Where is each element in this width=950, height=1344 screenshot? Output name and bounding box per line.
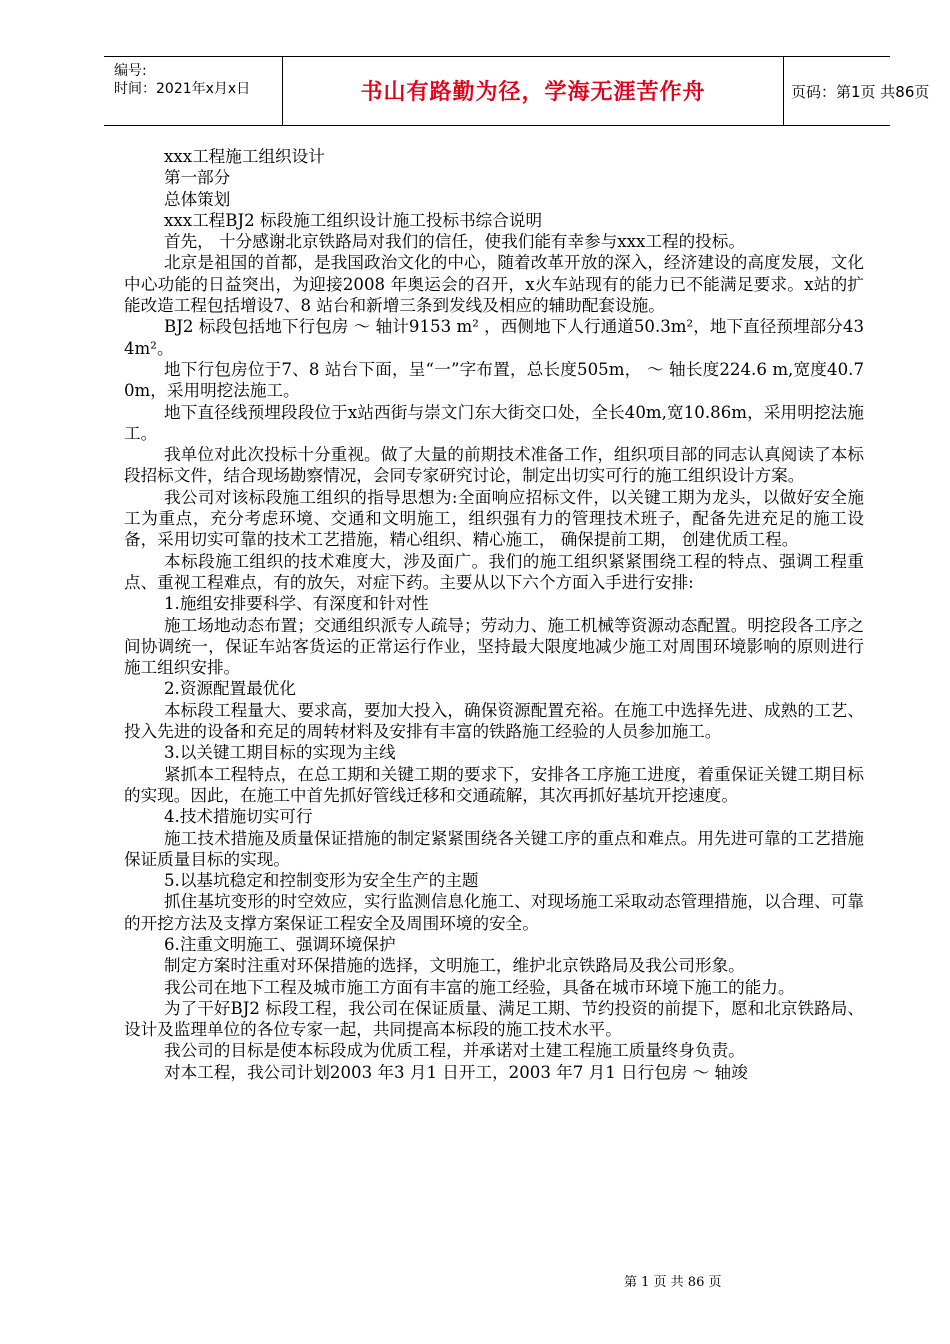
- paragraph: BJ2 标段包括地下行包房 ～ 轴计9153 m² ，西侧地下人行通道50.3m²，地下直径预埋部分434m²。: [124, 317, 864, 358]
- paragraph: 首先， 十分感谢北京铁路局对我们的信任，使我们能有幸参与xxx工程的投标。: [164, 232, 745, 252]
- paragraph: 施工场地动态布置；交通组织派专人疏导；劳动力、施工机械等资源动态配置。明挖段各工序之间协调统一，保证车站客货运的正常运行作业，坚持最大限度地减少施工对周围环境影响的原则进行施工组织安排。: [124, 615, 864, 678]
- paragraph: 制定方案时注重对环保措施的选择，文明施工，维护北京铁路局及我公司形象。: [164, 956, 745, 976]
- paragraph: 地下行包房位于7、8 站台下面，呈“一”字布置，总长度505m， ～ 轴长度224.6 m,宽度40.70m，采用明挖法施工。: [124, 359, 864, 401]
- paragraph: 我公司在地下工程及城市施工方面有丰富的施工经验，具备在城市环境下施工的能力。: [164, 977, 795, 997]
- page-info: 页码：第1页 共86页: [791, 83, 930, 101]
- paragraph: 本标段施工组织的技术难度大，涉及面广。我们的施工组织紧紧围绕工程的特点、强调工程重点、重视工程难点，有的放矢，对症下药。主要从以下六个方面入手进行安排:: [124, 551, 864, 592]
- paragraph: 6.注重文明施工、强调环境保护: [164, 934, 396, 954]
- paragraph: 为了干好BJ2 标段工程，我公司在保证质量、满足工期、节约投资的前提下，愿和北京铁路局、设计及监理单位的各位专家一起，共同提高本标段的施工技术水平。: [124, 998, 864, 1040]
- paragraph: 总体策划: [164, 189, 231, 209]
- paragraph: 我单位对此次投标十分重视。做了大量的前期技术准备工作，组织项目部的同志认真阅读了本标段招标文件，结合现场勘察情况，会同专家研究讨论，制定出切实可行的施工组织设计方案。: [124, 445, 864, 486]
- document-body: [124, 146, 864, 1083]
- time-label: 时间：2021年x月x日: [114, 81, 251, 97]
- paragraph: 1.施组安排要科学、有深度和针对性: [164, 594, 429, 614]
- paragraph: 施工技术措施及质量保证措施的制定紧紧围绕各关键工序的重点和难点。用先进可靠的工艺措施保证质量目标的实现。: [124, 828, 864, 869]
- paragraph: 北京是祖国的首都，是我国政治文化的中心，随着改革开放的深入，经济建设的高度发展，文化中心功能的日益突出，为迎接2008 年奥运会的召开，x火车站现有的能力已不能满足要求。x站的扩能改造工程包括增设7、8 站台和新增三条到发线及相应的辅助配套设施。: [124, 253, 864, 316]
- serial-label: 编号:: [114, 63, 147, 79]
- paragraph: 2.资源配置最优化: [164, 679, 296, 699]
- paragraph: 抓住基坑变形的时空效应，实行监测信息化施工、对现场施工采取动态管理措施，以合理、可靠的开挖方法及支撑方案保证工程安全及周围环境的安全。: [124, 892, 864, 933]
- page-footer: 第 1 页 共 86 页: [624, 1275, 722, 1290]
- paragraph: 我公司对该标段施工组织的指导思想为:全面响应招标文件，以关键工期为龙头，以做好安全施工为重点，充分考虑环境、交通和文明施工，组织强有力的管理技术班子，配备先进充足的施工设备，采用切实可靠的技术工艺措施，精心组织、精心施工， 确保提前工期， 创建优质工程。: [124, 487, 864, 550]
- paragraph: xxx工程施工组织设计: [164, 147, 325, 166]
- paragraph: 本标段工程量大、要求高，要加大投入，确保资源配置充裕。在施工中选择先进、成熟的工艺、投入先进的设备和充足的周转材料及安排有丰富的铁路施工经验的人员参加施工。: [124, 700, 864, 742]
- paragraph: 3.以关键工期目标的实现为主线: [164, 743, 396, 763]
- paragraph: 4.技术措施切实可行: [164, 807, 313, 827]
- paragraph: 第一部分: [164, 168, 231, 188]
- paragraph: 紧抓本工程特点，在总工期和关键工期的要求下，安排各工序施工进度，着重保证关键工期目标的实现。因此，在施工中首先抓好管线迁移和交通疏解，其次再抓好基坑开挖速度。: [124, 764, 864, 805]
- document-header: [104, 56, 930, 126]
- header-page-cell: [783, 57, 930, 125]
- paragraph: 对本工程，我公司计划2003 年3 月1 日开工，2003 年7 月1 日行包房 ～ 轴竣: [164, 1062, 748, 1082]
- paragraph: 5.以基坑稳定和控制变形为安全生产的主题: [164, 871, 479, 891]
- motto-text: 书山有路勤为径，学海无涯苦作舟: [360, 80, 706, 105]
- paragraph: 地下直径线预埋段段位于x站西街与崇文门东大街交口处，全长40m,宽10.86m，采用明挖法施工。: [124, 402, 864, 443]
- paragraph: 我公司的目标是使本标段成为优质工程，并承诺对土建工程施工质量终身负责。: [164, 1041, 745, 1061]
- paragraph: xxx工程BJ2 标段施工组织设计施工投标书综合说明: [164, 210, 543, 230]
- header-left-cell: [104, 57, 282, 125]
- header-motto-cell: [282, 57, 784, 125]
